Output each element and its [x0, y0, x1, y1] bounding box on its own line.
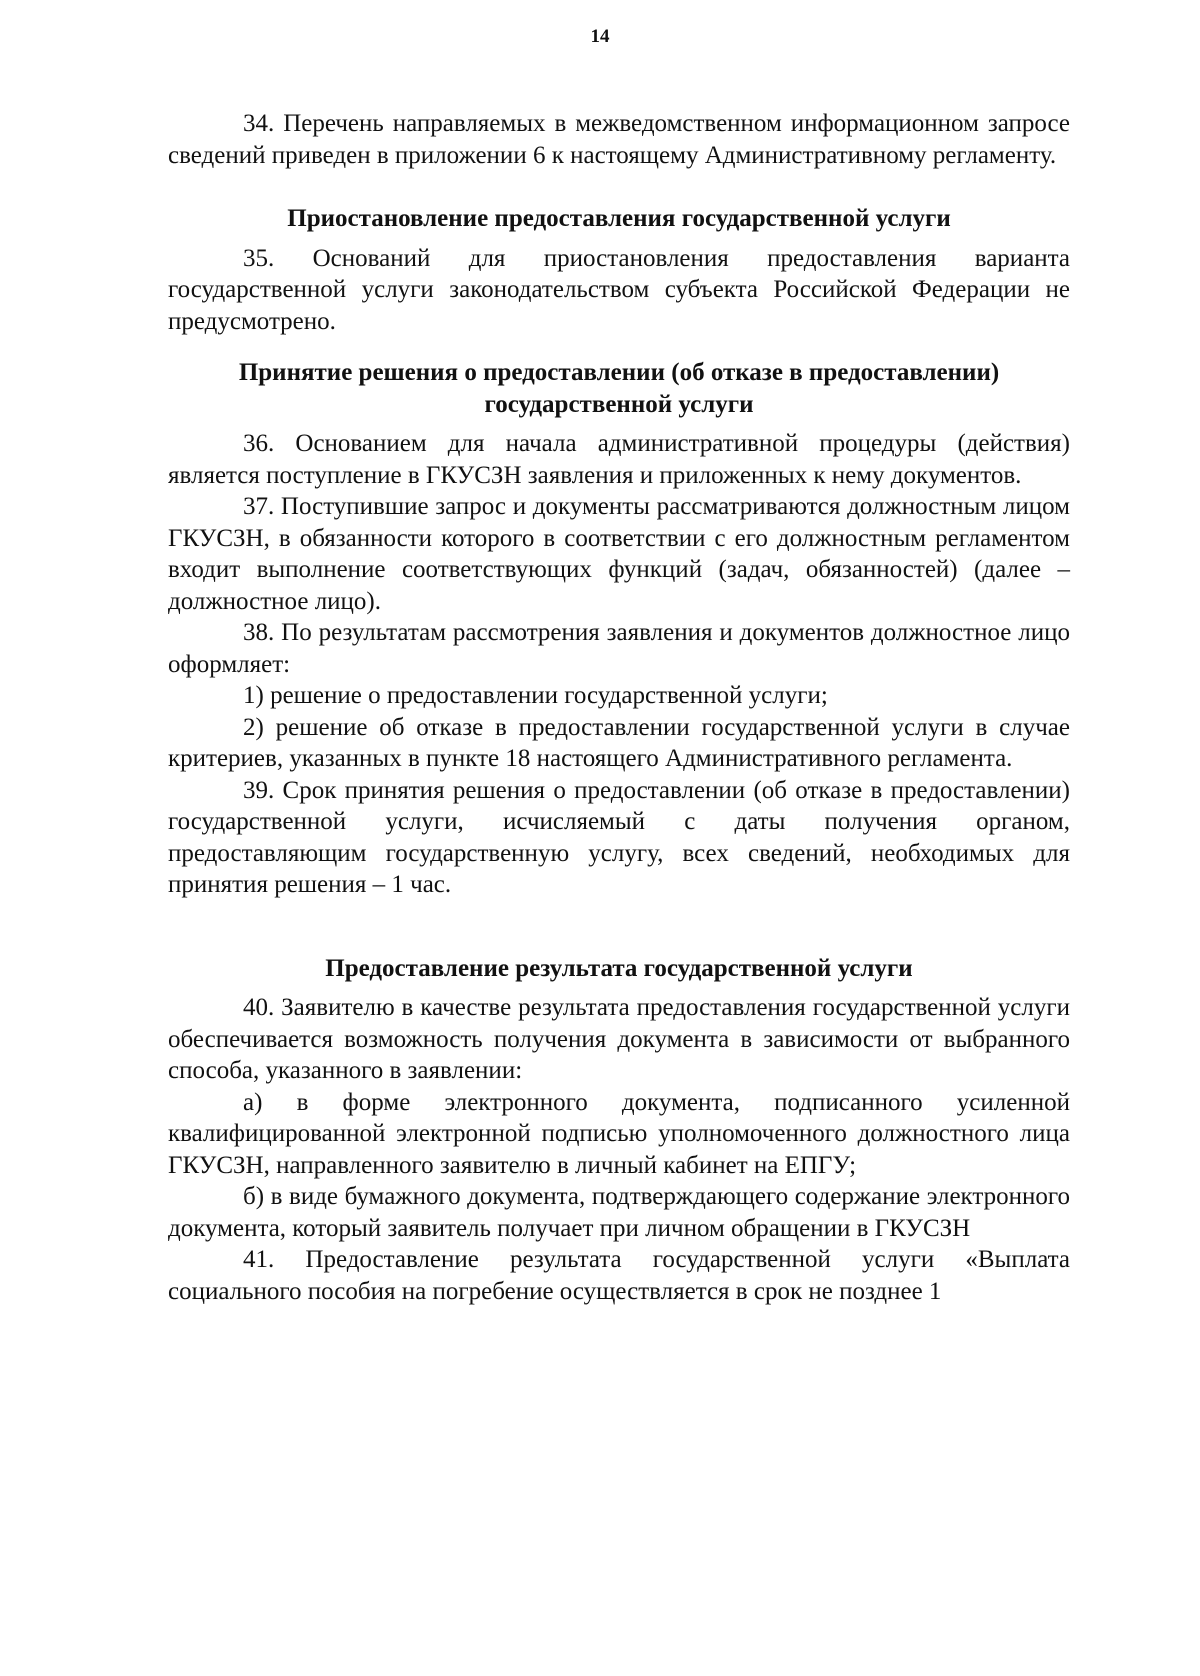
section-heading-result: Предоставление результата государственной услуги	[325, 954, 913, 982]
section-heading-suspension: Приостановление предоставления государственной услуги	[287, 205, 951, 232]
paragraph-37: 37. Поступившие запрос и документы рассматриваются должностным лицом ГКУСЗН, в обязанности которого в соответствии с его должностным регламентом входит выполнение соответствующих функций (задач, обязанностей) (далее – должностное лицо).	[168, 493, 1070, 615]
list-item-a: а) в форме электронного документа, подписанного усиленной квалифицированной электронной подписью уполномоченного должностного лица ГКУСЗН, направленного заявителю в личный кабинет на ЕПГУ;	[168, 1088, 1070, 1179]
paragraph-41: 41. Предоставление результата государственной услуги «Выплата социального пособия на погребение осуществляется в срок не позднее 1	[168, 1246, 1070, 1305]
paragraph-34: 34. Перечень направляемых в межведомственном информационном запросе сведений приведен в приложении 6 к настоящему Административному регламенту.	[168, 110, 1070, 169]
page-number: 14	[590, 26, 610, 47]
list-item-1: 1) решение о предоставлении государственной услуги;	[243, 682, 828, 709]
list-item-b: б) в виде бумажного документа, подтверждающего содержание электронного документа, который заявитель получает при личном обращении в ГКУСЗН	[168, 1183, 1070, 1242]
paragraph-35: 35. Оснований для приостановления предоставления варианта государственной услуги законодательством субъекта Российской Федерации не предусмотрено.	[168, 244, 1070, 335]
paragraph-40: 40. Заявителю в качестве результата предоставления государственной услуги обеспечивается возможность получения документа в зависимости от выбранного способа, указанного в заявлении:	[168, 994, 1070, 1084]
document-body	[168, 108, 1070, 1307]
paragraph-38: 38. По результатам рассмотрения заявления и документов должностное лицо оформляет:	[168, 619, 1070, 678]
paragraph-39: 39. Срок принятия решения о предоставлении (об отказе в предоставлении) государственной услуги, исчисляемый с даты получения органом, предоставляющим государственную услугу, всех сведений, необходимых для принятия решения – 1 час.	[168, 776, 1070, 898]
list-item-2: 2) решение об отказе в предоставлении государственной услуги в случае критериев, указанных в пункте 18 настоящего Административного регламента.	[168, 713, 1070, 772]
section-heading-decision: Принятие решения о предоставлении (об отказе в предоставлении) государственной услуги	[238, 359, 1000, 418]
paragraph-36: 36. Основанием для начала административной процедуры (действия) является поступление в ГКУСЗН заявления и приложенных к нему документов.	[168, 430, 1070, 489]
